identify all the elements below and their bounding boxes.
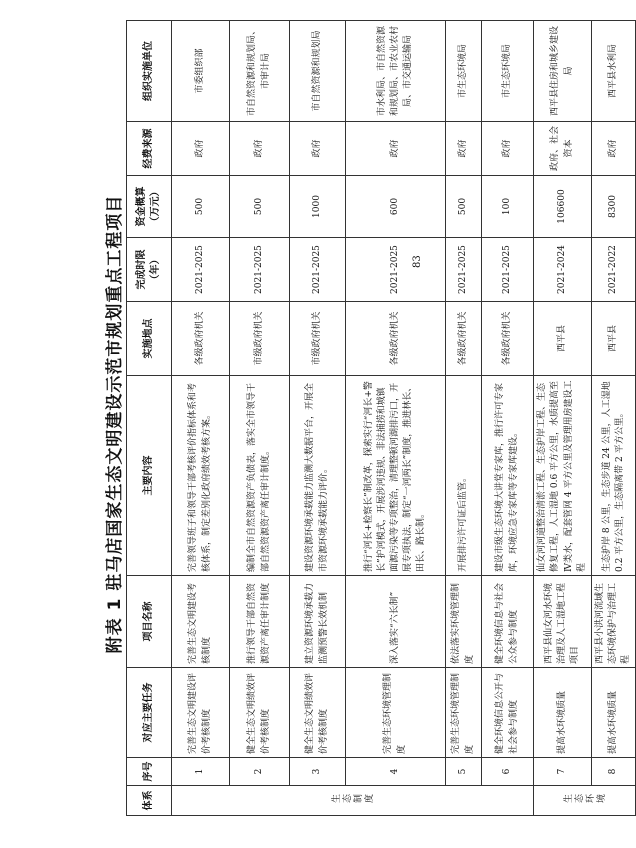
row-deadline: 2021-2025 bbox=[446, 238, 482, 302]
row-source: 政府 bbox=[172, 122, 230, 176]
row-source: 政府 bbox=[346, 122, 446, 176]
row-funds: 500 bbox=[172, 176, 230, 238]
row-location: 各级政府机关 bbox=[346, 302, 446, 376]
row-no: 7 bbox=[534, 758, 592, 786]
row-deadline: 2021-2022 bbox=[592, 238, 636, 302]
header-project: 项目名称 bbox=[127, 576, 172, 668]
page-number: 83 bbox=[412, 255, 423, 268]
row-location: 西平县 bbox=[592, 302, 636, 376]
row-location: 各级政府机关 bbox=[172, 302, 230, 376]
row-no: 8 bbox=[592, 758, 636, 786]
row-task: 完善生态环境管理制度 bbox=[446, 668, 482, 758]
row-deadline: 2021-2025 bbox=[230, 238, 290, 302]
row-org: 市自然资源和规划局、市审计局 bbox=[230, 21, 290, 122]
row-org: 市生态环境局 bbox=[482, 21, 534, 122]
row-project: 依法落实环境管理制度 bbox=[446, 576, 482, 668]
project-table bbox=[126, 20, 636, 816]
header-no: 序号 bbox=[127, 758, 172, 786]
row-task: 健全环境信息公开与社会参与制度 bbox=[482, 668, 534, 758]
system-cell-institution: 生态制度 bbox=[172, 786, 534, 816]
row-content: 开展排污许可证后监管。 bbox=[446, 376, 482, 576]
row-deadline: 2021-2024 bbox=[534, 238, 592, 302]
table-row bbox=[482, 21, 534, 816]
header-location: 实施地点 bbox=[127, 302, 172, 376]
row-funds: 8300 bbox=[592, 176, 636, 238]
row-task: 提高水环境质量 bbox=[534, 668, 592, 758]
row-no: 6 bbox=[482, 758, 534, 786]
row-content: 编制全市自然资源资产负债表，落实全市领导干部自然资源资产离任审计制度。 bbox=[230, 376, 290, 576]
row-org: 西平县水利局 bbox=[592, 21, 636, 122]
header-task: 对应主要任务 bbox=[127, 668, 172, 758]
row-org: 市水利局、市自然资源和规划局、市农业农村局、市交通运输局 bbox=[346, 21, 446, 122]
row-source: 政府 bbox=[446, 122, 482, 176]
row-project: 建立资源环境承载力监测预警长效机制 bbox=[290, 576, 346, 668]
row-project: 健全环境信息与社会公众参与制度 bbox=[482, 576, 534, 668]
row-org: 市委组织部 bbox=[172, 21, 230, 122]
row-no: 5 bbox=[446, 758, 482, 786]
row-location: 各级政府机关 bbox=[446, 302, 482, 376]
row-funds: 106600 bbox=[534, 176, 592, 238]
row-location: 市级政府机关 bbox=[290, 302, 346, 376]
system-cell-environment: 生态环境 bbox=[534, 786, 636, 816]
row-location: 各级政府机关 bbox=[482, 302, 534, 376]
header-org: 组织实施单位 bbox=[127, 21, 172, 122]
row-content: 推行“河长+检察长”制改革，探索实行“河长+警长”护河模式，开展涉河违规、非法捕捞和城镇面源污染等专项整治，清理整顿河湖排污口，开展专项执法，制定“一河两长”制度，推进林长、田长、路长制。 bbox=[346, 376, 446, 576]
row-project: 西平县仙女河水环境治理及人工湿地工程项目 bbox=[534, 576, 592, 668]
table-row bbox=[534, 21, 592, 816]
row-deadline: 2021-2025 bbox=[172, 238, 230, 302]
row-task: 完善生态环境管理制度 bbox=[346, 668, 446, 758]
row-deadline: 2021-2025 bbox=[346, 238, 446, 302]
row-deadline: 2021-2025 bbox=[482, 238, 534, 302]
row-task: 健全生态文明绩效评价考核制度 bbox=[290, 668, 346, 758]
table-row bbox=[290, 21, 346, 816]
row-org: 市自然资源和规划局 bbox=[290, 21, 346, 122]
page-title: 附表 1 驻马店国家生态文明建设示范市规划重点工程项目 bbox=[105, 194, 125, 654]
row-location: 市级政府机关 bbox=[230, 302, 290, 376]
header-content: 主要内容 bbox=[127, 376, 172, 576]
header-row bbox=[127, 21, 172, 816]
header-system: 体系 bbox=[127, 786, 172, 816]
table-row bbox=[230, 21, 290, 816]
row-funds: 500 bbox=[446, 176, 482, 238]
row-project: 完善生态文明建设考核制度 bbox=[172, 576, 230, 668]
row-org: 西平县住房和城乡建设局 bbox=[534, 21, 592, 122]
row-source: 政府 bbox=[592, 122, 636, 176]
row-task: 健全生态文明绩效评价考核制度 bbox=[230, 668, 290, 758]
row-content: 建设市级生态环境大讲堂专家库，推行许可专家库，环境应急专家库等专家库建设。 bbox=[482, 376, 534, 576]
row-funds: 1000 bbox=[290, 176, 346, 238]
row-content: 仙女河河道整治清淤工程、生态护岸工程、生态修复工程，人工湿地 0.6 平方公里，水质提高至Ⅳ类水，配套管网 4 平方公里及管理用房建设工程 bbox=[534, 376, 592, 576]
row-project: 深入落实“六长制” bbox=[346, 576, 446, 668]
table-row bbox=[446, 21, 482, 816]
row-source: 政府 bbox=[230, 122, 290, 176]
row-org: 市生态环境局 bbox=[446, 21, 482, 122]
row-source: 政府 bbox=[290, 122, 346, 176]
row-source: 政府 bbox=[482, 122, 534, 176]
row-source: 政府、社会资本 bbox=[534, 122, 592, 176]
row-content: 建设资源环境承载能力监测大数据平台，开展全市资源环境承载能力评价。 bbox=[290, 376, 346, 576]
row-no: 3 bbox=[290, 758, 346, 786]
row-task: 完善生态文明建设评价考核制度 bbox=[172, 668, 230, 758]
row-no: 2 bbox=[230, 758, 290, 786]
row-funds: 100 bbox=[482, 176, 534, 238]
row-no: 4 bbox=[346, 758, 446, 786]
row-deadline: 2021-2025 bbox=[290, 238, 346, 302]
row-project: 推行领导干部自然资源资产离任审计制度 bbox=[230, 576, 290, 668]
row-task: 提高水环境质量 bbox=[592, 668, 636, 758]
row-content: 生态护岸 8 公里，生态步道 24 公里，人工湿地 0.2 平方公里，生态隔离带 2 平方公里。 bbox=[592, 376, 636, 576]
row-project: 西平县小洪河流域生态环境保护与治理工程 bbox=[592, 576, 636, 668]
row-no: 1 bbox=[172, 758, 230, 786]
header-deadline: 完成时限（年） bbox=[127, 238, 172, 302]
row-location: 西平县 bbox=[534, 302, 592, 376]
row-content: 完善领导班子和领导干部考核评价指标体系和考核体系，制定差别化政府绩效考核方案。 bbox=[172, 376, 230, 576]
table-row bbox=[172, 21, 230, 816]
row-funds: 500 bbox=[230, 176, 290, 238]
table-row bbox=[346, 21, 446, 816]
table-row bbox=[592, 21, 636, 816]
header-source: 经费来源 bbox=[127, 122, 172, 176]
header-funds: 资金概算（万元） bbox=[127, 176, 172, 238]
row-funds: 600 bbox=[346, 176, 446, 238]
